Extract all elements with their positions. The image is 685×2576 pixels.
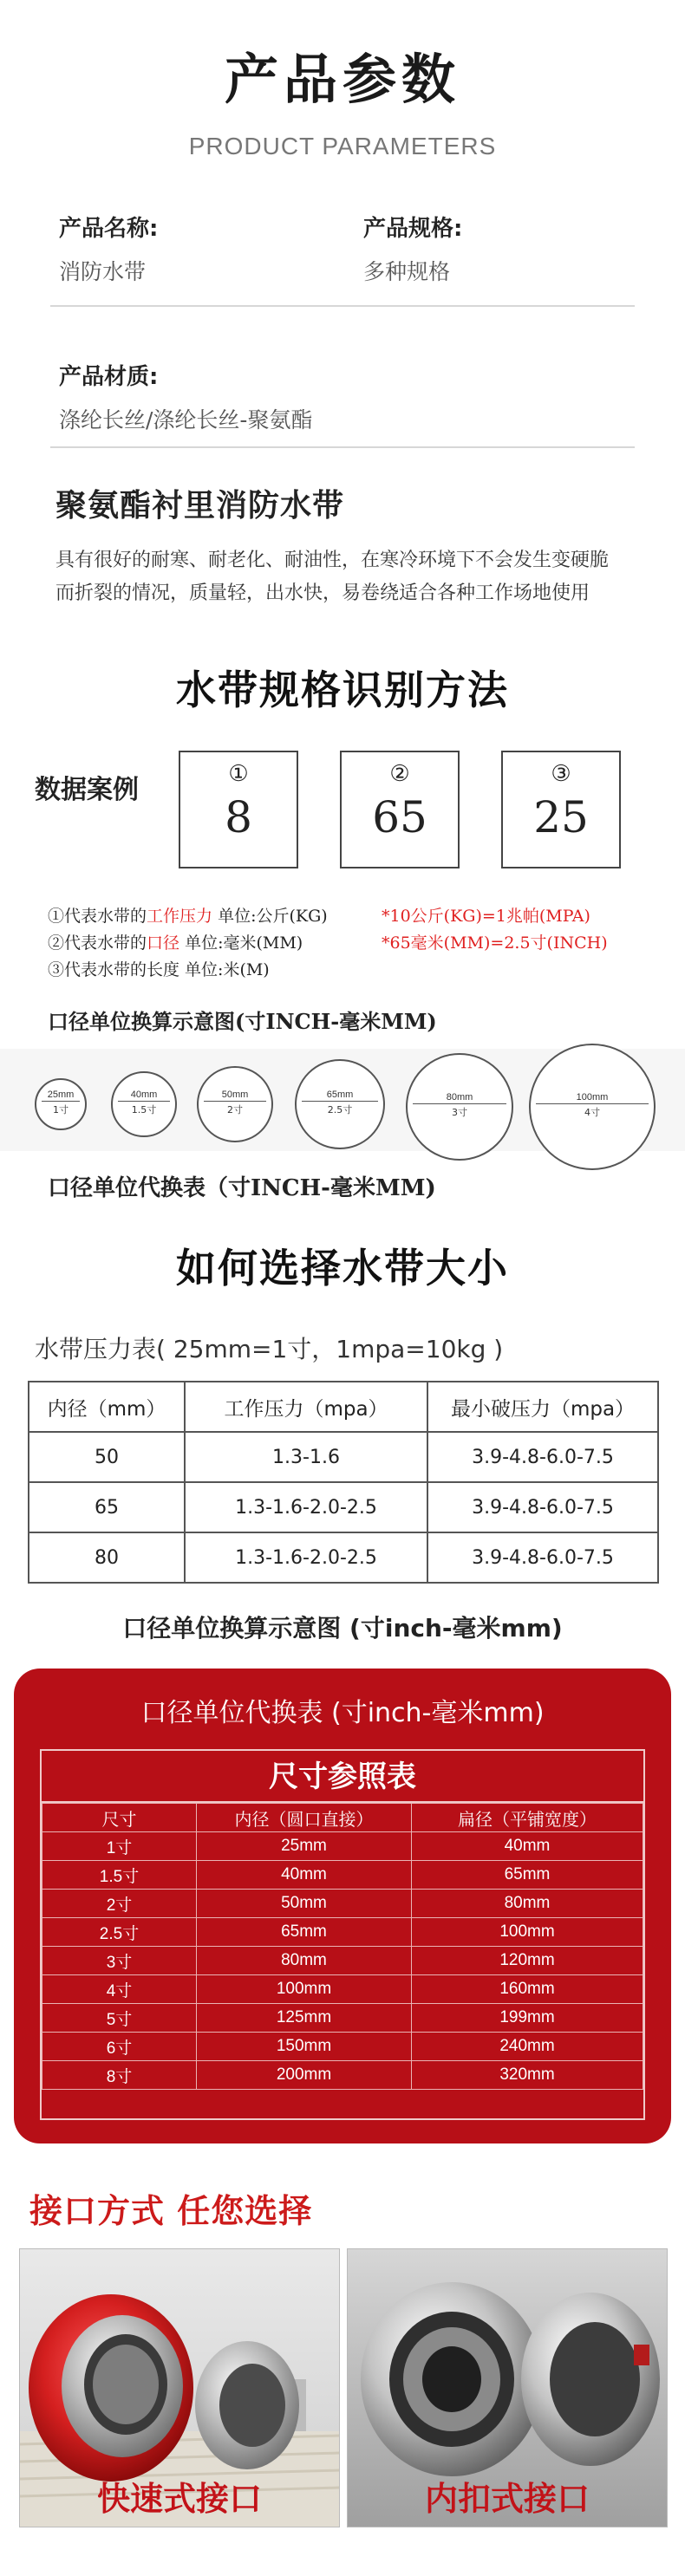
table-cell: 80mm — [412, 1890, 643, 1918]
table-row — [42, 1861, 643, 1890]
table-row — [42, 2033, 643, 2061]
case-box-num: ② — [389, 761, 410, 787]
table-header-cell: 内径（圆口直接） — [197, 1804, 412, 1832]
param-name-value: 消防水带 — [59, 259, 147, 284]
table-cell: 2.5寸 — [42, 1918, 197, 1947]
table-row — [42, 1890, 643, 1918]
table-row — [29, 1482, 658, 1532]
table-cell: 100mm — [412, 1918, 643, 1947]
case-box-value: 8 — [225, 792, 252, 842]
size-reference-title: 尺寸参照表 — [42, 1751, 643, 1803]
interface-title: 接口方式 任您选择 — [29, 2192, 313, 2230]
pu-desc-line-1: 具有很好的耐寒、耐老化、耐油性，在寒冷环境下不会发生变硬脆 — [55, 550, 610, 571]
legend-text: ②代表水带的 — [48, 933, 147, 953]
table-cell: 3.9-4.8-6.0-7.5 — [427, 1532, 658, 1583]
circle-mm: 40mm — [130, 1090, 158, 1100]
size-reference-table-box — [40, 1749, 645, 2120]
case-box-1 — [179, 751, 298, 868]
circle-line — [42, 1101, 80, 1102]
conversion-hint: 口径单位换算示意图 (寸inch-毫米mm) — [122, 1614, 563, 1643]
size-reference-card — [14, 1669, 671, 2143]
param-spec-label: 产品规格: — [363, 216, 463, 242]
table-cell: 25mm — [197, 1832, 412, 1861]
table-cell: 50mm — [197, 1890, 412, 1918]
diagram-title: 口径单位换算示意图(寸INCH-毫米MM) — [48, 1009, 437, 1034]
table-row — [42, 1947, 643, 1975]
param-material — [59, 359, 635, 434]
table-cell: 200mm — [197, 2061, 412, 2090]
table-cell: 125mm — [197, 2004, 412, 2033]
param-name-label: 产品名称: — [59, 216, 159, 242]
pu-title: 聚氨酯衬里消防水带 — [55, 488, 345, 524]
table-cell: 3寸 — [42, 1947, 197, 1975]
legend-highlight: 口径 — [147, 933, 180, 953]
table-cell: 3.9-4.8-6.0-7.5 — [427, 1482, 658, 1532]
internal-coupling-photo — [347, 2248, 668, 2527]
table-cell: 240mm — [412, 2033, 643, 2061]
quick-coupling-photo — [19, 2248, 340, 2527]
circle-mm: 50mm — [221, 1090, 249, 1100]
circle-mm: 100mm — [576, 1092, 609, 1103]
circle-line — [536, 1103, 649, 1104]
case-box-num: ① — [228, 761, 249, 787]
table-cell: 1寸 — [42, 1832, 197, 1861]
table-cell: 40mm — [412, 1832, 643, 1861]
circle-mm: 80mm — [446, 1092, 473, 1103]
table-header-cell: 工作压力（mpa） — [185, 1382, 427, 1432]
table-cell: 5寸 — [42, 2004, 197, 2033]
caliber-diagram — [0, 1049, 685, 1151]
legend-text: 单位:毫米(MM) — [179, 933, 303, 953]
table-row — [42, 1975, 643, 2004]
table-cell: 65mm — [197, 1918, 412, 1947]
circle-line — [302, 1101, 378, 1102]
table-cell: 40mm — [197, 1861, 412, 1890]
table-header-cell: 扁径（平铺宽度） — [412, 1804, 643, 1832]
param-name — [59, 211, 330, 286]
pu-description — [55, 544, 650, 610]
table-cell: 4寸 — [42, 1975, 197, 2004]
table-cell: 6寸 — [42, 2033, 197, 2061]
caliber-circle — [529, 1044, 656, 1170]
table-cell: 8寸 — [42, 2061, 197, 2090]
caliber-circle — [406, 1053, 513, 1161]
spec-id-title: 水带规格识别方法 — [176, 667, 509, 713]
table-cell: 80 — [29, 1532, 185, 1583]
case-row — [0, 751, 685, 881]
table-cell: 100mm — [197, 1975, 412, 2004]
table-cell: 1.3-1.6-2.0-2.5 — [185, 1532, 427, 1583]
table-cell: 50 — [29, 1432, 185, 1482]
table-header-row — [29, 1382, 658, 1432]
param-material-value: 涤纶长丝/涤纶长丝-聚氨酯 — [59, 407, 313, 433]
table-row — [42, 2004, 643, 2033]
caliber-circle — [35, 1078, 87, 1130]
page-subtitle: PRODUCT PARAMETERS — [188, 133, 497, 159]
table-row — [29, 1432, 658, 1482]
case-box-num: ③ — [551, 761, 571, 787]
param-spec-value: 多种规格 — [363, 259, 451, 284]
divider — [50, 446, 635, 448]
table-row — [42, 1832, 643, 1861]
table-cell: 65mm — [412, 1861, 643, 1890]
table-cell: 1.3-1.6-2.0-2.5 — [185, 1482, 427, 1532]
table-header-cell: 内径（mm） — [29, 1382, 185, 1432]
table-header-cell: 尺寸 — [42, 1804, 197, 1832]
legend-text: ①代表水带的 — [48, 907, 147, 926]
table-cell: 2寸 — [42, 1890, 197, 1918]
table-cell: 3.9-4.8-6.0-7.5 — [427, 1432, 658, 1482]
divider — [50, 305, 635, 307]
circle-mm: 25mm — [47, 1090, 75, 1100]
table-cell: 160mm — [412, 1975, 643, 2004]
param-spec — [330, 211, 635, 286]
table-row — [29, 1532, 658, 1583]
card-heading: 口径单位代换表 (寸inch-毫米mm) — [140, 1698, 545, 1728]
case-box-3 — [501, 751, 621, 868]
legend-note: *65毫米(MM)=2.5寸(INCH) — [382, 933, 608, 953]
circle-cun: 1寸 — [53, 1104, 68, 1116]
caliber-circle — [197, 1066, 273, 1142]
table-cell: 1.5寸 — [42, 1861, 197, 1890]
pu-desc-line-2: 而折裂的情况，质量轻，出水快，易卷绕适合各种工作场地使用 — [55, 582, 590, 604]
internal-coupling-caption: 内扣式接口 — [424, 2480, 590, 2518]
table-cell: 1.3-1.6 — [185, 1432, 427, 1482]
table-cell: 65 — [29, 1482, 185, 1532]
legend-line-2 — [48, 930, 685, 957]
circle-line — [413, 1103, 506, 1104]
case-box-value: 25 — [533, 792, 589, 842]
table-row — [42, 2061, 643, 2090]
caliber-circle — [111, 1071, 177, 1137]
table-cell: 320mm — [412, 2061, 643, 2090]
circle-cun: 3寸 — [452, 1107, 467, 1118]
table-cell: 150mm — [197, 2033, 412, 2061]
legend-highlight: 工作压力 — [147, 907, 213, 926]
table-cell: 199mm — [412, 2004, 643, 2033]
circle-cun: 2.5寸 — [327, 1104, 353, 1116]
legend-note: *10公斤(KG)=1兆帕(MPA) — [382, 907, 590, 926]
table-cell: 120mm — [412, 1947, 643, 1975]
table-header-cell: 最小破压力（mpa） — [427, 1382, 658, 1432]
circle-cun: 1.5寸 — [131, 1104, 157, 1116]
legend-text: 单位:公斤(KG) — [212, 907, 328, 926]
table-row — [42, 1918, 643, 1947]
conversion-table-title: 口径单位代换表（寸INCH-毫米MM) — [48, 1175, 436, 1201]
caliber-circle — [295, 1059, 385, 1149]
size-reference-table — [42, 1803, 643, 2090]
circle-mm: 65mm — [326, 1090, 354, 1100]
spec-legend — [48, 903, 685, 984]
param-material-label: 产品材质: — [59, 364, 159, 390]
case-label: 数据案例 — [35, 775, 139, 805]
quick-coupling-caption: 快速式接口 — [96, 2480, 262, 2518]
legend-line-1 — [48, 903, 685, 930]
case-box-2 — [340, 751, 460, 868]
circle-cun: 2寸 — [227, 1104, 243, 1116]
table-header-row — [42, 1804, 643, 1832]
pressure-table — [28, 1381, 659, 1584]
circle-cun: 4寸 — [584, 1107, 600, 1118]
case-box-value: 65 — [372, 792, 427, 842]
pressure-caption: 水带压力表( 25mm=1寸，1mpa=10kg ) — [35, 1335, 504, 1363]
param-row-name-spec — [59, 211, 635, 286]
legend-line-3: ③代表水带的长度 单位:米(M) — [48, 960, 270, 979]
circle-line — [204, 1101, 266, 1102]
circle-line — [118, 1101, 170, 1102]
table-cell: 80mm — [197, 1947, 412, 1975]
page-title: 产品参数 — [224, 48, 460, 111]
select-title: 如何选择水带大小 — [176, 1245, 509, 1291]
